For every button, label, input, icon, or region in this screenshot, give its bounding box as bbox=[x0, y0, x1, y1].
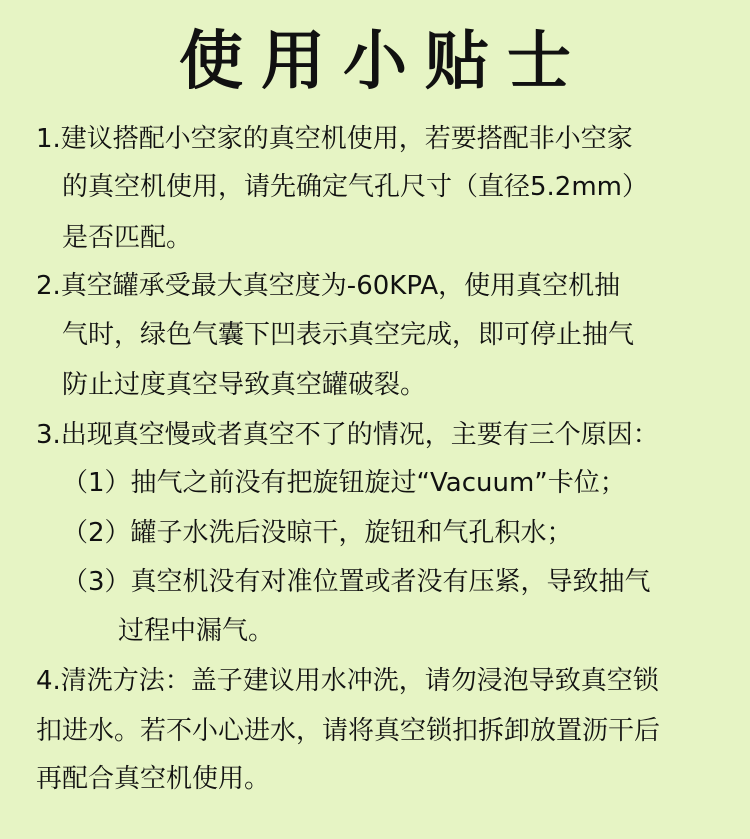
tip-2-line-2: 气时，绿色气囊下凹表示真空完成，即可停止抽气 bbox=[62, 320, 635, 350]
tip-1-line-1: 1.建议搭配小空家的真空机使用，若要搭配非小空家 bbox=[36, 124, 633, 154]
tip-3-reason-2: （2）罐子水洗后没晾干，旋钮和气孔积水； bbox=[62, 518, 573, 548]
tip-3-line-1: 3.出现真空慢或者真空不了的情况，主要有三个原因： bbox=[36, 420, 659, 450]
tip-4-line-2: 扣进水。若不小心进水，请将真空锁扣拆卸放置沥干后 bbox=[36, 716, 661, 746]
tip-3-reason-1: （1）抽气之前没有把旋钮旋过“Vacuum”卡位； bbox=[62, 468, 626, 498]
tip-3-reason-3-cont: 过程中漏气。 bbox=[118, 616, 275, 646]
tip-1-line-3: 是否匹配。 bbox=[62, 223, 193, 253]
tip-4-line-3: 再配合真空机使用。 bbox=[36, 764, 271, 794]
tip-2-line-1: 2.真空罐承受最大真空度为-60KPA，使用真空机抽 bbox=[36, 271, 621, 301]
tip-2-line-3: 防止过度真空导致真空罐破裂。 bbox=[62, 370, 427, 400]
tip-3-reason-3: （3）真空机没有对准位置或者没有压紧，导致抽气 bbox=[62, 567, 651, 597]
page-title: 使用小贴士 bbox=[179, 25, 589, 99]
tip-4-line-1: 4.清洗方法：盖子建议用水冲洗，请勿浸泡导致真空锁 bbox=[36, 666, 659, 696]
tip-1-line-2: 的真空机使用，请先确定气孔尺寸（直径5.2mm） bbox=[62, 172, 649, 202]
